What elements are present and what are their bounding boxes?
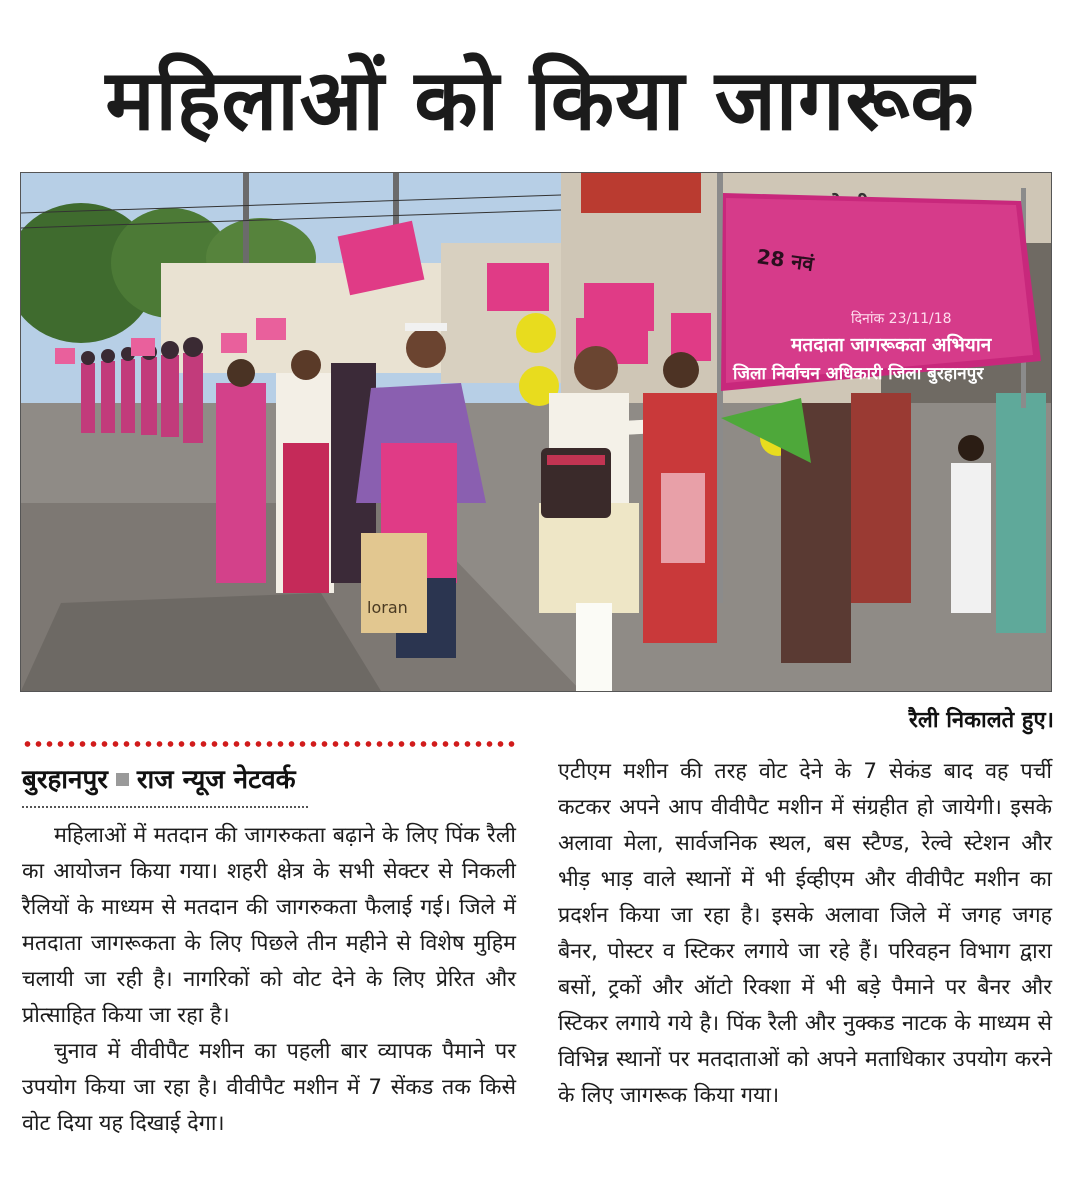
banner-line3: मतदाता जागरूकता अभियान xyxy=(791,334,992,356)
article-paragraph: महिलाओं में मतदान की जागरुकता बढ़ाने के लिए पिंक रैली का आयोजन किया गया। शहरी क्षेत्र के सभी सेक्टर से निकली रैलियों के माध्यम से मतदान की जागरुकता फैलाई गई। जिले में मतदाता जागरूकता के लिए पिछले तीन महीने से विशेष मुहिम चलायी जा रही है। नागरिकों को वोट देने के लिए प्रेरित और प्रोत्साहित किया जा रहा है। xyxy=(22,823,516,1028)
article-paragraph: चुनाव में वीवीपैट मशीन का पहली बार व्यापक पैमाने पर उपयोग किया जा रहा है। वीवीपैट मशीन में 7 सेंकड तक किसे वोट दिया यह दिखाई देगा। xyxy=(22,1039,516,1136)
article-paragraph: एटीएम मशीन की तरह वोट देने के 7 सेकंड बाद वह पर्ची कटकर अपने आप वीवीपैट मशीन में संग्रहीत हो जायेगी। इसके अलावा मेला, सार्वजनिक स्थल, बस स्टैण्ड, रेल्वे स्टेशन और भीड़ भाड़ वाले स्थानों में भी ईव्हीएम और वीवीपैट मशीन का प्रदर्शन किया जा रहा है। इसके अलावा जिले में जगह जगह बैनर, पोस्टर व स्टिकर लगाये जा रहे हैं। परिवहन विभाग द्वारा बसों, ट्रकों और ऑटो रिक्शा में भी बड़े पैमाने पर बैनर और स्टिकर लगाये गये है। पिंक रैली और नुक्कड नाटक के माध्यम से विभिन्न स्थानों पर मतदाताओं को अपने मताधिकार उपयोग करने के लिए जागरूक किया गया। xyxy=(558,759,1052,1108)
rally-banner xyxy=(721,193,1041,391)
bag-text: loran xyxy=(367,598,408,617)
photo-caption: रैली निकालते हुए। xyxy=(908,708,1054,733)
banner-line4: जिला निर्वाचन अधिकारी जिला बुरहानपुर xyxy=(733,364,984,384)
square-bullet-icon xyxy=(116,773,129,786)
byline-agency: राज न्यूज नेटवर्क xyxy=(136,765,296,795)
article-column-2 xyxy=(558,754,1052,1114)
article-column-1 xyxy=(22,818,516,1142)
rally-photo xyxy=(20,172,1052,692)
dotted-divider xyxy=(22,740,516,748)
byline xyxy=(22,762,296,798)
byline-underline xyxy=(22,806,308,808)
byline-place: बुरहानपुर xyxy=(22,765,108,795)
headline: महिलाओं को किया जागरूक xyxy=(105,51,975,149)
banner-line1: 28 नवं xyxy=(755,244,816,276)
banner-line2: दिनांक 23/11/18 xyxy=(851,311,952,327)
